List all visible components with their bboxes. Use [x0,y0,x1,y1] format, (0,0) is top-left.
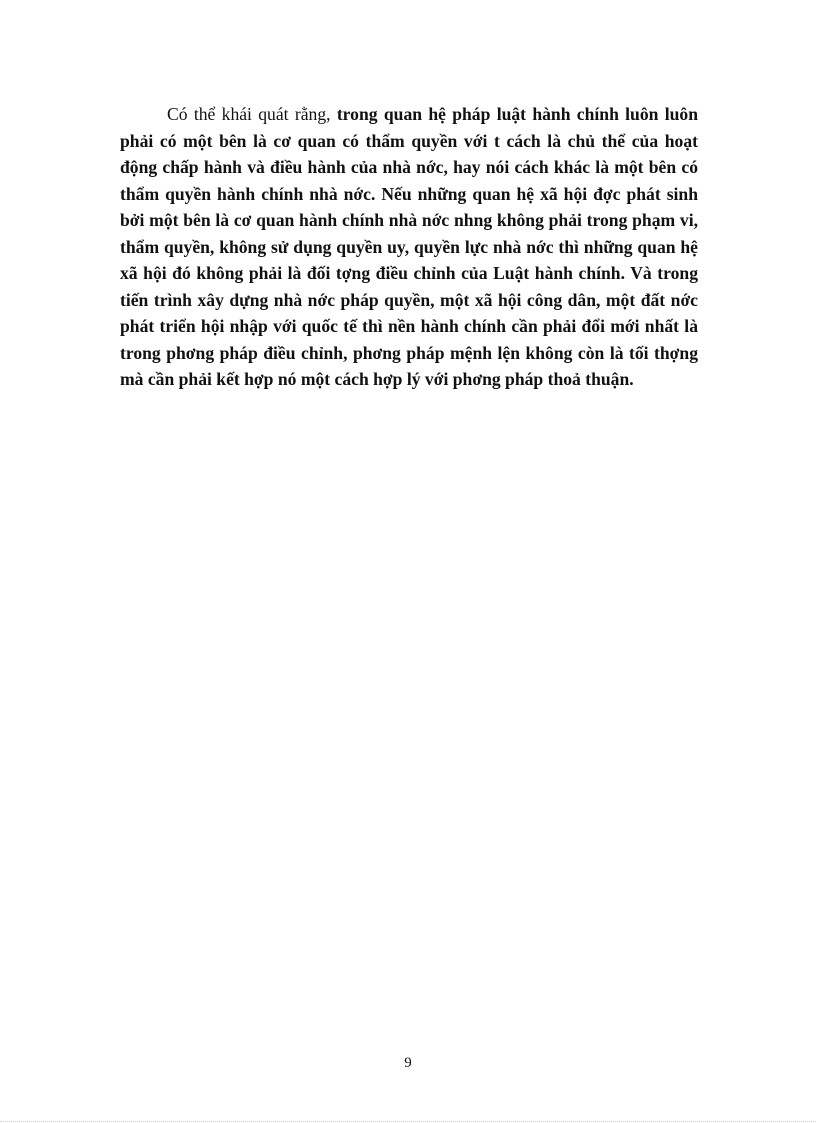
paragraph-bold-text: trong quan hệ pháp luật hành chính luôn luôn phải có một bên là cơ quan có thẩm quyền với t cách là chủ thể của hoạt động chấp hành và điều hành của nhà nớc, hay nói cách khác là một bên có thẩm quyền hành chính nhà nớc. Nếu những quan hệ xã hội đợc phát sinh bởi một bên là cơ quan hành chính nhà nớc nhng không phải trong phạm vi, thẩm quyền, không sử dụng quyền uy, quyền lực nhà nớc thì những quan hệ xã hội đó không phải là đối tợng điều chỉnh của Luật hành chính. Và trong tiến trình xây dựng nhà nớc pháp quyền, một xã hội công dân, một đất nớc phát triển hội nhập với quốc tế thì nền hành chính cần phải đổi mới nhất là trong phơng pháp điều chỉnh, phơng pháp mệnh lện không còn là tối thợng mà cần phải kết hợp nó một cách hợp lý với phơng pháp thoả thuận. [120,104,698,389]
page-bottom-divider [0,1121,816,1122]
page-number: 9 [404,1055,412,1071]
body-paragraph [120,101,698,393]
paragraph-lead-text: Có thể khái quát rằng, [167,104,337,124]
